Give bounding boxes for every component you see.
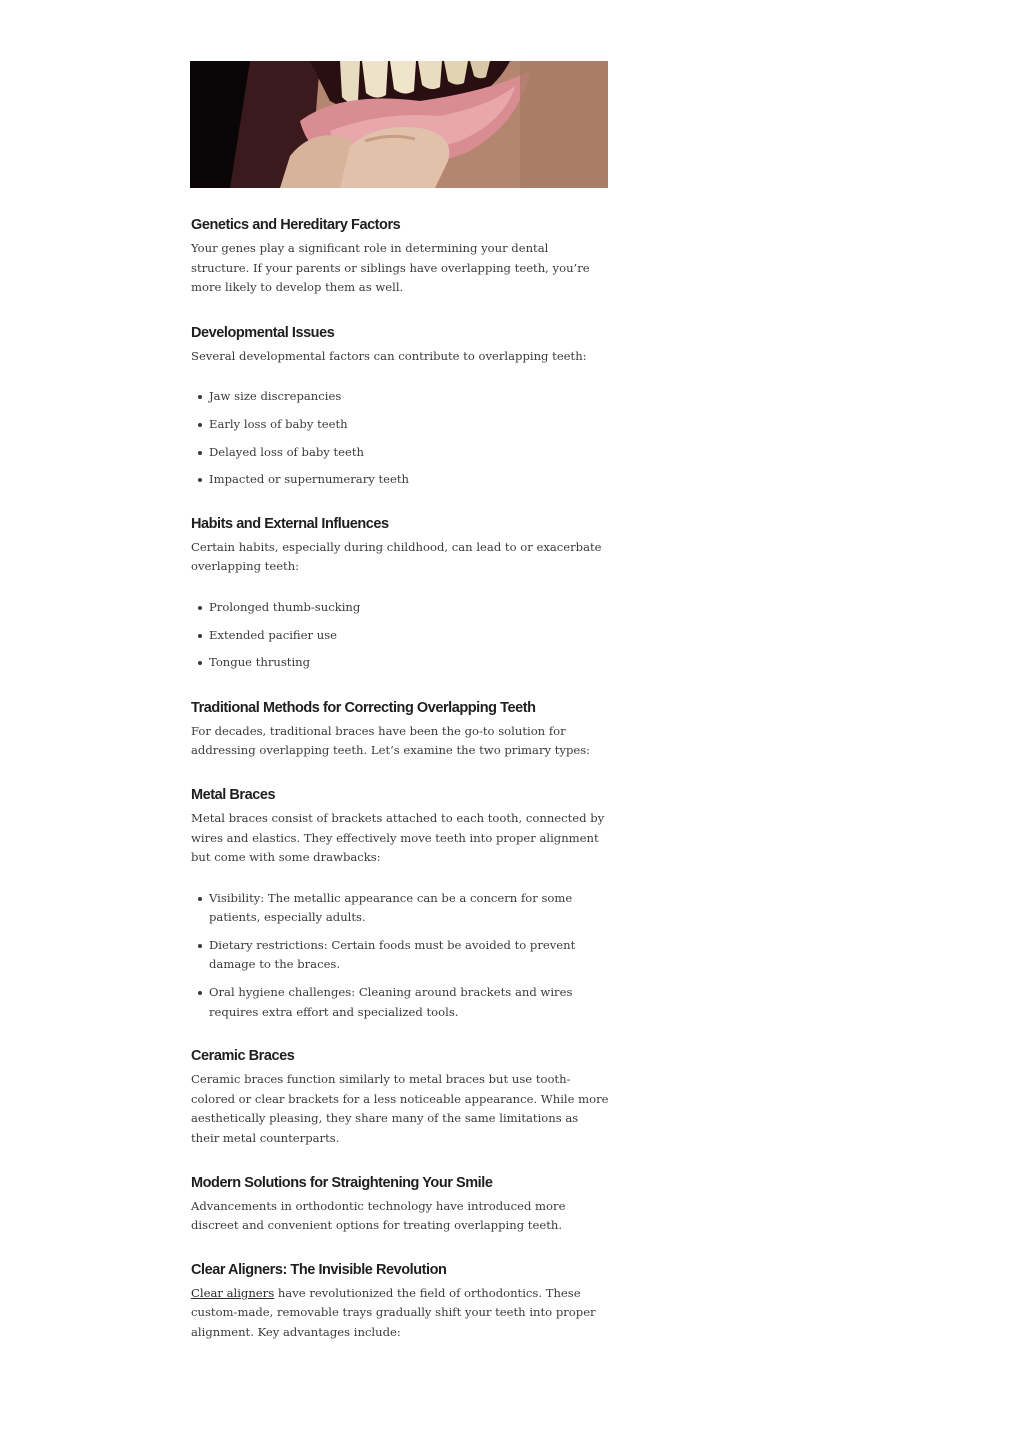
genetics-paragraph: Your genes play a significant role in determining your dental structure. If your parents or siblings have overlapping teeth, you’re more likely to develop them as well. [191,241,590,295]
list-item: Early loss of baby teeth [191,415,609,435]
list-item: Visibility: The metallic appearance can be a concern for some patients, especially adults. [191,889,609,928]
list-item: Oral hygiene challenges: Cleaning around brackets and wires requires extra effort and specialized tools. [191,983,609,1022]
modern-heading: Modern Solutions for Straightening Your Smile [191,1174,493,1191]
mouth-photo-illustration [190,61,608,188]
list-item: Dietary restrictions: Certain foods must be avoided to prevent damage to the braces. [191,936,609,975]
hero-image [190,61,608,188]
developmental-list [191,387,609,489]
clear-aligners-link[interactable]: Clear aligners [191,1285,275,1300]
modern-paragraph: Advancements in orthodontic technology have introduced more discreet and convenient options for treating overlapping teeth. [191,1198,566,1233]
traditional-paragraph: For decades, traditional braces have been the go-to solution for addressing overlapping teeth. Let’s examine the two primary types: [191,723,591,758]
aligners-paragraph [191,1284,609,1343]
metal-paragraph: Metal braces consist of brackets attached to each tooth, connected by wires and elastics. They effectively move teeth into proper alignment but come with some drawbacks: [191,810,605,865]
aligners-heading: Clear Aligners: The Invisible Revolution [191,1261,447,1278]
ceramic-paragraph: Ceramic braces function similarly to metal braces but use tooth-colored or clear brackets for a less noticeable appearance. While more aesthetically pleasing, they share many of the same limitations as their metal counterparts. [191,1072,609,1146]
list-item: Prolonged thumb-sucking [191,598,609,618]
habits-paragraph: Certain habits, especially during childhood, can lead to or exacerbate overlapping teeth: [191,539,602,574]
aligners-paragraph-text: have revolutionized the field of orthodontics. These custom-made, removable trays gradually shift your teeth into proper alignment. Key advantages include: [191,1285,596,1339]
traditional-heading: Traditional Methods for Correcting Overlapping Teeth [191,699,536,716]
metal-list [191,889,609,1023]
developmental-heading: Developmental Issues [191,324,335,341]
genetics-heading: Genetics and Hereditary Factors [191,217,401,233]
list-item: Impacted or supernumerary teeth [191,470,609,490]
article [191,61,609,1343]
list-item: Tongue thrusting [191,653,609,673]
habits-list [191,598,609,673]
habits-heading: Habits and External Influences [191,515,389,532]
list-item: Delayed loss of baby teeth [191,443,609,463]
ceramic-heading: Ceramic Braces [191,1048,295,1065]
metal-heading: Metal Braces [191,786,276,803]
list-item: Jaw size discrepancies [191,387,609,407]
developmental-paragraph: Several developmental factors can contribute to overlapping teeth: [191,348,587,363]
list-item: Extended pacifier use [191,626,609,646]
